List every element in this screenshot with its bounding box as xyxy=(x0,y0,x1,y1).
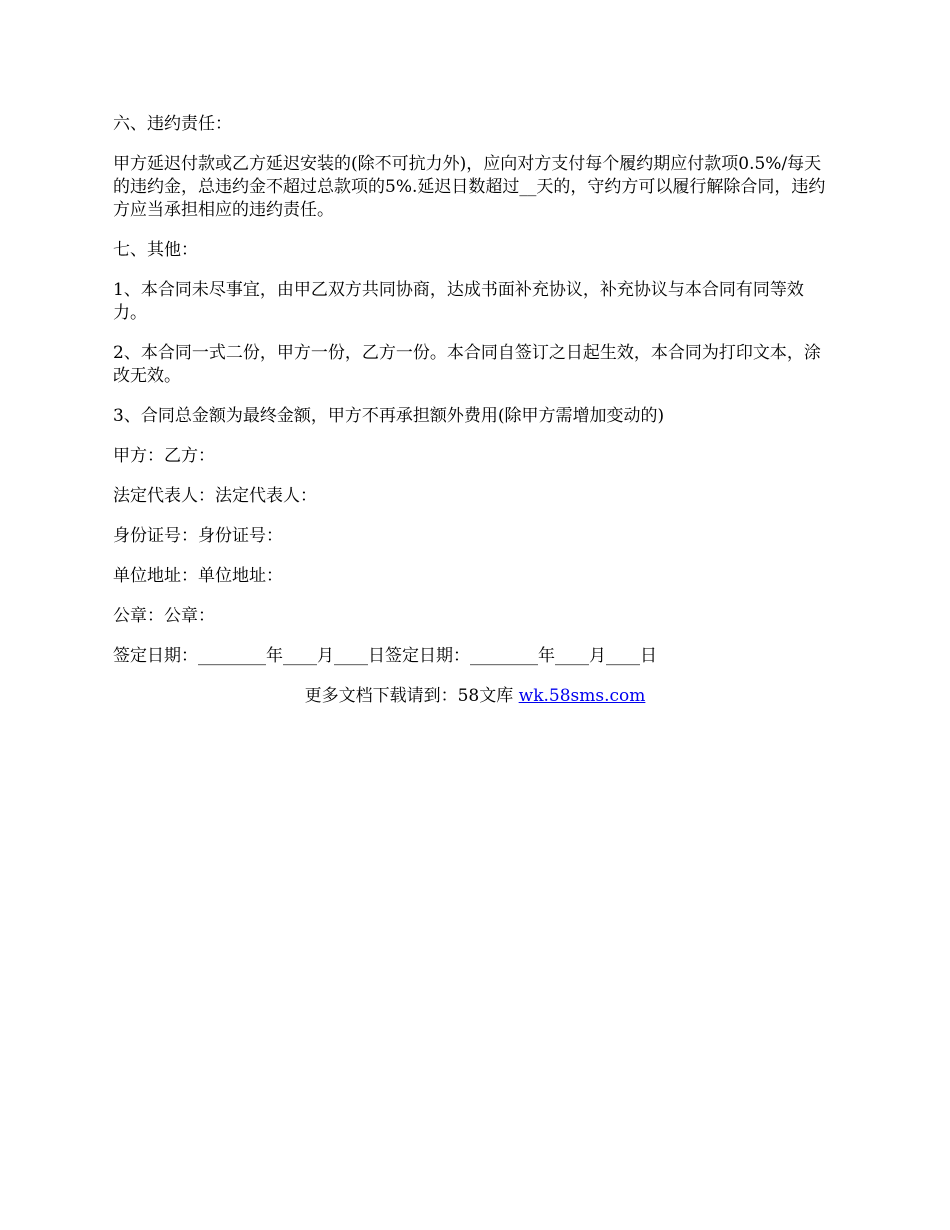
breach-clause: 甲方延迟付款或乙方延迟安装的(除不可抗力外)，应向对方支付每个履约期应付款项0.5%/每天的违约金，总违约金不超过总款项的5%.延迟日数超过__天的，守约方可以履行解除合同，违约方应当承担相应的违约责任。 xyxy=(113,154,826,220)
section-title-other: 七、其他： xyxy=(113,240,198,260)
seal-line: 公章：公章： xyxy=(113,606,215,626)
footer xyxy=(0,685,950,708)
document-body xyxy=(113,113,833,685)
other-clause-3: 3、合同总金额为最终金额，甲方不再承担额外费用(除甲方需增加变动的) xyxy=(113,406,665,426)
section-title-breach: 六、违约责任： xyxy=(113,114,232,134)
address-line: 单位地址：单位地址： xyxy=(113,566,283,586)
other-clause-1: 1、本合同未尽事宜，由甲乙双方共同协商，达成书面补充协议，补充协议与本合同有同等效力。 xyxy=(113,280,804,323)
id-number-line: 身份证号：身份证号： xyxy=(113,526,283,546)
footer-text: 更多文档下载请到：58文库 xyxy=(304,686,519,706)
other-clause-2: 2、本合同一式二份，甲方一份，乙方一份。本合同自签订之日起生效，本合同为打印文本，涂改无效。 xyxy=(113,343,821,386)
legal-rep-line: 法定代表人：法定代表人： xyxy=(113,486,317,506)
party-line: 甲方：乙方： xyxy=(113,446,215,466)
signing-date-line: 签定日期：________年____月____日签定日期：________年____月____日 xyxy=(113,646,657,666)
footer-link[interactable]: wk.58sms.com xyxy=(518,686,646,706)
